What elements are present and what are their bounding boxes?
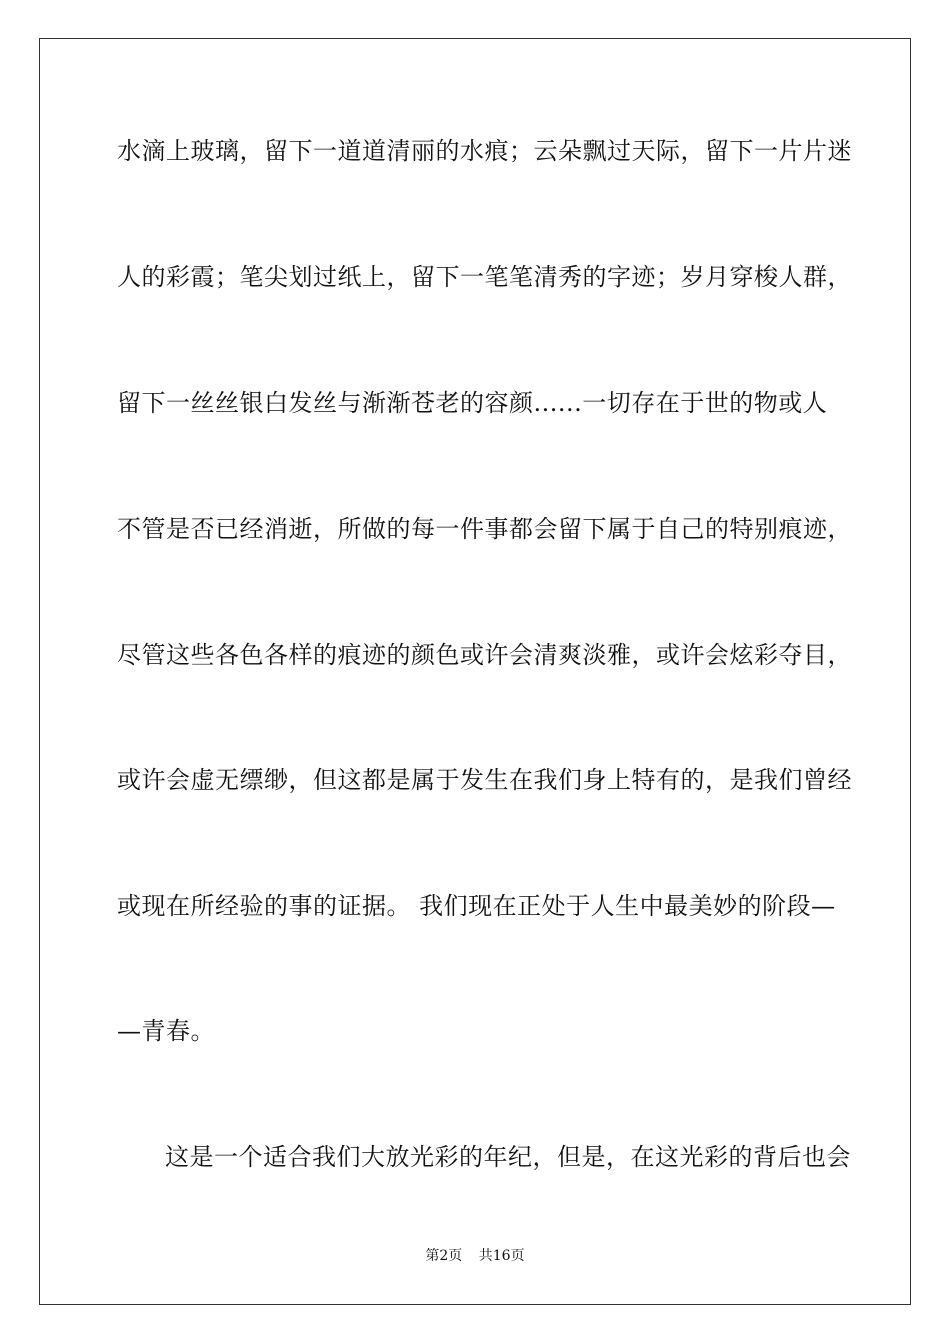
text-line: 或现在所经验的事的证据。 我们现在正处于人生中最美妙的阶段— (117, 892, 836, 920)
page-total: 共16页 (478, 1248, 525, 1264)
text-line: —青春。 (117, 1017, 215, 1045)
text-line: 人的彩霞；笔尖划过纸上，留下一笔笔清秀的字迹；岁月穿梭人群， (117, 263, 852, 291)
text-line: 水滴上玻璃，留下一道道清丽的水痕；云朵飘过天际，留下一片片迷 (117, 137, 852, 165)
text-line: 不管是否已经消逝，所做的每一件事都会留下属于自己的特别痕迹， (117, 515, 852, 543)
text-line: 留下一丝丝银白发丝与渐渐苍老的容颜......一切存在于世的物或人 (117, 389, 828, 417)
paragraph-first-line: 这是一个适合我们大放光彩的年纪，但是，在这光彩的背后也会 (165, 1143, 851, 1171)
text-line: 尽管这些各色各样的痕迹的颜色或许会清爽淡雅，或许会炫彩夺目， (117, 641, 852, 669)
page-number: 第2页 (425, 1248, 463, 1264)
text-line: 或许会虚无缥缈，但这都是属于发生在我们身上特有的，是我们曾经 (117, 766, 852, 794)
page-footer (0, 1247, 950, 1265)
page-border (39, 38, 911, 1305)
